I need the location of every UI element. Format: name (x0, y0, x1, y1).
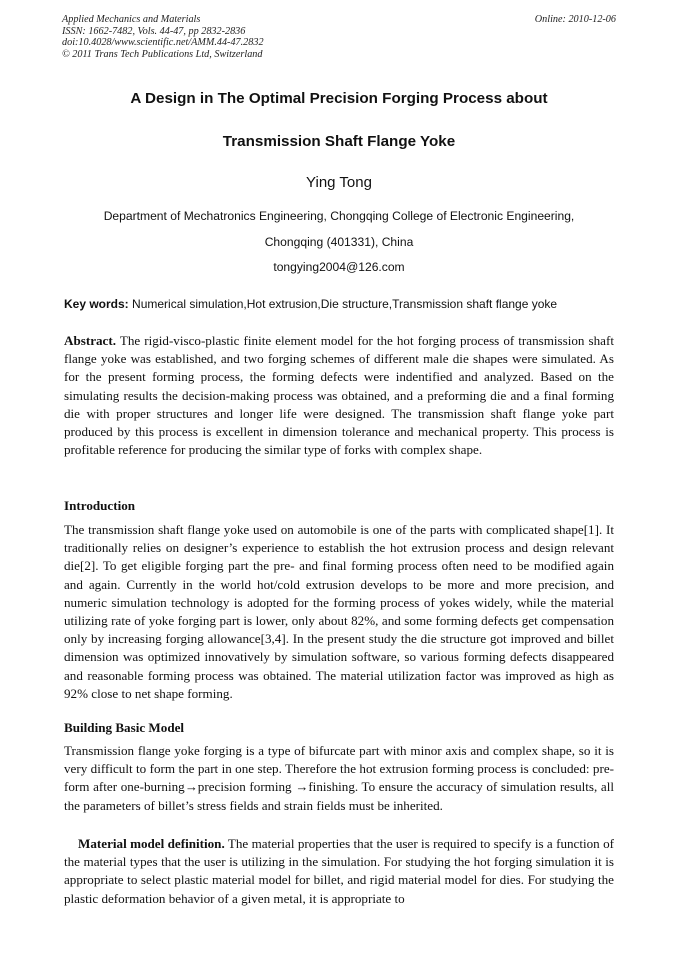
introduction-paragraph: The transmission shaft flange yoke used on automobile is one of the parts with complicated shape[1]. It traditionally relies on designer’s experience to establish the hot extrusion process and design relevant die[2]. To get eligible forging part the pre- and final forming process often need to be modified again and again. Currently in the world hot/cold extrusion develops to be more and more precision, and numeric simulation technology is adopted for the forming process of yokes widely, while the material utilizing rate of yoke forging part is lower, only about 82%, and some forming defects get compensation only by increasing forging allowance[3,4]. In the present study the die structure got improved and billet dimension was optimized innovatively by simulation software, so various forming defects disappeared and reasonable forming process was obtained. The material utilization factor was improved as high as 92% close to net shape forming. (64, 522, 614, 701)
keywords-text: Numerical simulation,Hot extrusion,Die structure,Transmission shaft flange yoke (128, 297, 558, 311)
keywords (64, 297, 624, 311)
author-email: tongying2004@126.com (273, 260, 405, 274)
keywords-label: Key words: (64, 297, 129, 311)
doi-line: doi:10.4028/www.scientific.net/AMM.44-47.2832 (62, 37, 264, 49)
section-heading-introduction: Introduction (64, 498, 136, 513)
material-model-paragraph (64, 835, 614, 908)
building-model-paragraph: Transmission flange yoke forging is a type of bifurcate part with minor axis and complex shape, so it is very difficult to form the part in one step. Therefore the hot extrusion forming process is concluded: pre-form after one-burning→precision forming →finishing. To ensure the accuracy of simulation results, all the parameters of billet’s stress fields and strain fields must be inherited. (64, 743, 614, 813)
material-model-label: Material model definition. (78, 836, 225, 851)
paper-title-line-1: A Design in The Optimal Precision Forging Process about (130, 90, 548, 107)
journal-name: Applied Mechanics and Materials (62, 14, 201, 25)
issn-line: ISSN: 1662-7482, Vols. 44-47, pp 2832-2836 (62, 25, 246, 37)
copyright-line: © 2011 Trans Tech Publications Ltd, Switzerland (62, 48, 263, 60)
affiliation-line-1: Department of Mechatronics Engineering, Chongqing College of Electronic Engineering, (103, 209, 575, 223)
author-name: Ying Tong (306, 174, 372, 191)
section-heading-building-model: Building Basic Model (64, 720, 185, 735)
abstract-label: Abstract. (64, 333, 116, 348)
online-date: Online: 2010-12-06 (534, 14, 616, 25)
affiliation-line-2: Chongqing (401331), China (264, 235, 414, 249)
material-model-text: The material properties that the user is required to specify is a function of the material types that the user is utilizing in the simulation. For studying the hot forging simulation it is appropriate to select plastic material model for billet, and rigid material model for dies. For studying the plastic deformation behavior of a given metal, it is appropriate to (64, 836, 614, 906)
paper-title-line-2: Transmission Shaft Flange Yoke (222, 133, 456, 150)
abstract-text: The rigid-visco-plastic finite element model for the hot forging process of transmission shaft flange yoke was established, and two forging schemes of different male die shapes were simulated. As for the present forming process, the forming defects were indentified and analyzed. Based on the simulating results the decision-making process was obtained, and a preforming die and a final forming die with proper structures and longer life were designed. The transmission shaft flange yoke part produced by this process is excellent in dimension tolerance and mechanical property. This process is profitable reference for producing the similar type of forks with complex shape. (64, 333, 614, 458)
journal-header (62, 14, 616, 60)
abstract-paragraph (64, 332, 614, 459)
